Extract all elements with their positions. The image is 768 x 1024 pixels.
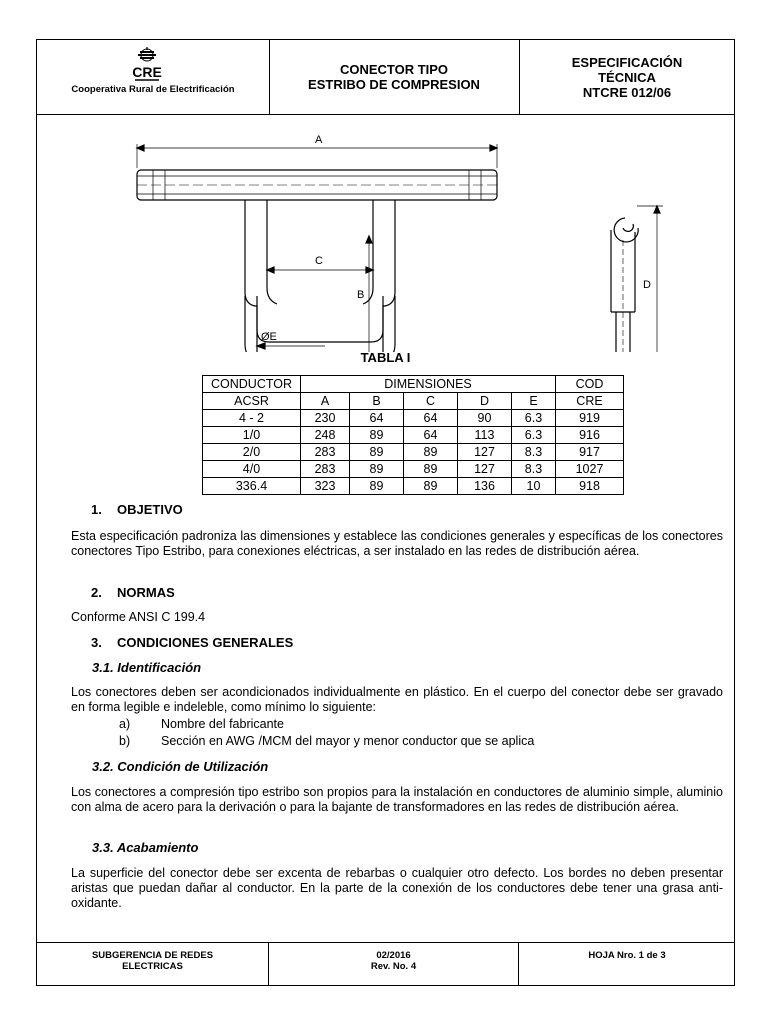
- table-row: [203, 444, 624, 461]
- table-cell: 136: [458, 478, 512, 495]
- col-header: A: [301, 393, 350, 410]
- label-a: A: [315, 134, 323, 146]
- table-cell: 89: [350, 427, 404, 444]
- table-cell: 10: [512, 478, 556, 495]
- section-1-text: Esta especificación padroniza las dimensiones y establece las condiciones generales y específicas de los conectores conectores Tipo Estribo, para conexiones eléctricas, a ser instalado en las redes de distribución aérea.: [71, 529, 723, 558]
- label-d: D: [643, 279, 651, 291]
- table-cell: 90: [458, 410, 512, 427]
- section-number: 1.: [91, 502, 102, 517]
- table-header-row: [203, 376, 624, 393]
- table-row: [203, 478, 624, 495]
- table-cell: 89: [404, 478, 458, 495]
- col-header: E: [512, 393, 556, 410]
- department-line-1: SUBGERENCIA DE REDES: [91, 950, 214, 961]
- header-acsr: ACSR: [203, 393, 301, 410]
- document-header: [37, 40, 734, 115]
- label-b: B: [357, 289, 365, 301]
- table-cell: 64: [404, 410, 458, 427]
- section-3-2-text: Los conectores a compresión tipo estribo son propios para la instalación en conductores de aluminio simple, aluminio con alma de acero para la derivación o para la bajante de transformadores en las redes de distribución aérea.: [71, 785, 723, 814]
- department-line-2: ELECTRICAS: [122, 961, 183, 972]
- table-cell: 283: [301, 444, 350, 461]
- table-row: [203, 410, 624, 427]
- footer-department-cell: [37, 943, 269, 986]
- list-text: Sección en AWG /MCM del mayor y menor conductor que se aplica: [161, 734, 535, 748]
- table-cell: 336.4: [203, 478, 301, 495]
- spec-line-3: NTCRE 012/06: [582, 84, 672, 100]
- table-cell: 4/0: [203, 461, 301, 478]
- table-cell: 64: [404, 427, 458, 444]
- title-line-1: CONECTOR TIPO: [339, 62, 449, 77]
- table-cell: 248: [301, 427, 350, 444]
- header-title-cell: [269, 40, 520, 114]
- table-cell: 916: [556, 427, 624, 444]
- table-cell: 89: [404, 461, 458, 478]
- table-cell: 8.3: [512, 444, 556, 461]
- table-cell: 127: [458, 461, 512, 478]
- section-title: CONDICIONES GENERALES: [117, 635, 294, 650]
- spec-line-1: ESPECIFICACIÓN: [571, 54, 683, 70]
- table-cell: 1027: [556, 461, 624, 478]
- header-cod: COD: [556, 376, 624, 393]
- section-3-3-heading: 3.3. Acabamiento: [92, 840, 199, 855]
- revision-number: Rev. No. 4: [370, 961, 417, 972]
- table-caption: TABLA I: [360, 350, 411, 365]
- header-logo-cell: [37, 40, 270, 114]
- revision-date: 02/2016: [376, 950, 411, 961]
- section-number: 3.: [91, 635, 102, 650]
- section-3-2-heading: 3.2. Condición de Utilización: [92, 759, 269, 774]
- list-text: Nombre del fabricante: [161, 717, 284, 731]
- table-cell: 89: [350, 444, 404, 461]
- table-cell: 64: [350, 410, 404, 427]
- table-cell: 230: [301, 410, 350, 427]
- label-e: ØE: [261, 331, 277, 343]
- section-1-heading: [91, 502, 183, 517]
- cre-logo: [127, 46, 167, 82]
- header-dimensiones: DIMENSIONES: [301, 376, 556, 393]
- label-c: C: [315, 255, 323, 267]
- table-cell: 283: [301, 461, 350, 478]
- header-spec-cell: [520, 40, 734, 114]
- table-cell: 127: [458, 444, 512, 461]
- section-number: 2.: [91, 585, 102, 600]
- title-line-2: ESTRIBO DE COMPRESION: [308, 77, 480, 92]
- section-title: OBJETIVO: [117, 502, 183, 517]
- connector-drawing: [133, 132, 673, 352]
- table-row: [203, 461, 624, 478]
- page-number: HOJA Nro. 1 de 3: [588, 950, 666, 961]
- col-header: B: [350, 393, 404, 410]
- table-cell: 8.3: [512, 461, 556, 478]
- dimensions-table: [202, 375, 624, 495]
- logo-text: CRE: [132, 64, 162, 80]
- table-cell: 89: [350, 461, 404, 478]
- table-cell: 919: [556, 410, 624, 427]
- header-conductor: CONDUCTOR: [203, 376, 301, 393]
- list-item: [119, 734, 534, 748]
- section-3-3-text: La superficie del conector debe ser excenta de rebarbas o cualquier otro defecto. Los bordes no deben presentar aristas que puedan dañar al conductor. En la parte de la conexión de los conductores debe tener una grasa anti-oxidante.: [71, 866, 723, 910]
- table-row: [203, 427, 624, 444]
- table-cell: 323: [301, 478, 350, 495]
- list-item: [119, 717, 284, 731]
- table-cell: 4 - 2: [203, 410, 301, 427]
- organization-name: Cooperativa Rural de Electrificación: [71, 84, 235, 95]
- section-3-heading: [91, 635, 293, 650]
- footer-revision-cell: [269, 943, 519, 986]
- table-cell: 113: [458, 427, 512, 444]
- table-cell: 1/0: [203, 427, 301, 444]
- col-header: C: [404, 393, 458, 410]
- document-footer: [37, 942, 734, 986]
- col-header: D: [458, 393, 512, 410]
- section-3-1-text: Los conectores deben ser acondicionados individualmente en plástico. En el cuerpo del conector debe ser gravado en forma legible e indeleble, como mínimo lo siguiente:: [71, 685, 723, 714]
- table-cell: 2/0: [203, 444, 301, 461]
- section-3-1-heading: 3.1. Identificación: [92, 660, 202, 675]
- spec-line-2: TÉCNICA: [598, 69, 656, 85]
- table-cell: 6.3: [512, 410, 556, 427]
- table-cell: 6.3: [512, 427, 556, 444]
- table-cell: 89: [404, 444, 458, 461]
- table-cell: 917: [556, 444, 624, 461]
- list-marker: a): [119, 717, 131, 731]
- section-title: NORMAS: [117, 585, 175, 600]
- header-cre: CRE: [556, 393, 624, 410]
- list-marker: b): [119, 734, 131, 748]
- table-subheader-row: [203, 393, 624, 410]
- table-cell: 918: [556, 478, 624, 495]
- footer-page-cell: [520, 943, 734, 986]
- section-2-heading: [91, 585, 175, 600]
- document-page: [36, 39, 735, 986]
- section-2-text: Conforme ANSI C 199.4: [71, 610, 206, 624]
- table-cell: 89: [350, 478, 404, 495]
